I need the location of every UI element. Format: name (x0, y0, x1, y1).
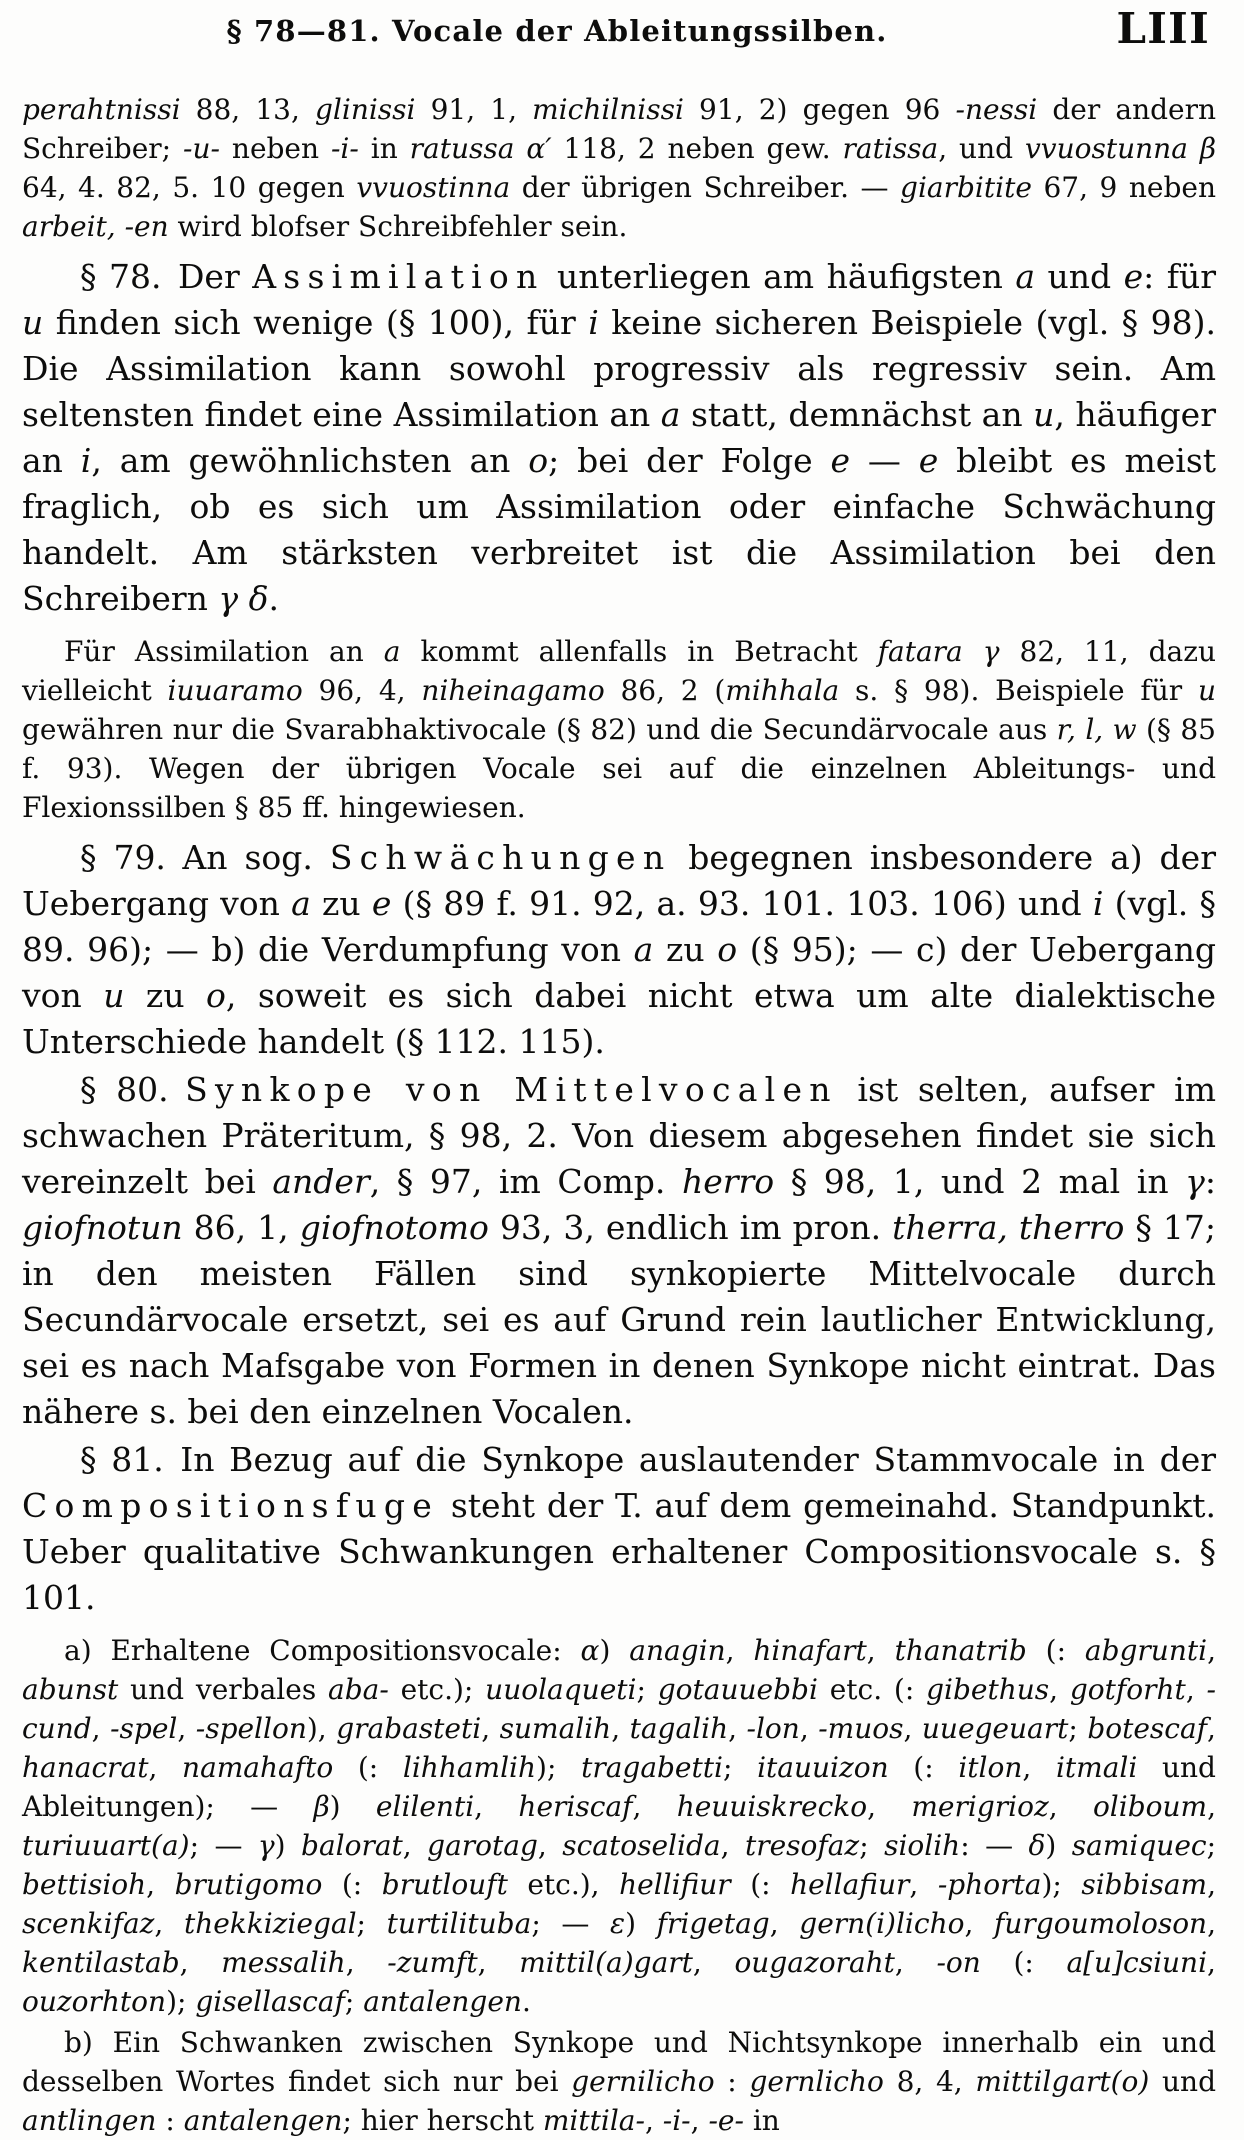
text-run: etc.); (388, 1673, 486, 1706)
text-run: , (866, 1634, 895, 1667)
italic-text-run: garotag (427, 1829, 538, 1862)
text-run: b) Ein Schwanken zwischen Synkope und Nichtsynkope innerhalb ein und desselben Wortes findet sich nur bei (22, 2026, 1216, 2098)
text-run: und (1149, 2065, 1217, 2098)
text-run: , (644, 2104, 663, 2137)
italic-text-run: vvuostinna (356, 171, 511, 204)
italic-text-run: a (633, 930, 654, 969)
italic-text-run: ratussa (409, 132, 515, 165)
italic-text-run: α′ (526, 132, 552, 165)
text-run: unterliegen am häufigsten (544, 257, 1016, 296)
text-run: der andern Schreiber; (22, 93, 1217, 165)
italic-text-run: vvuostunna (1024, 132, 1188, 165)
italic-text-run: siolih (884, 1829, 961, 1862)
text-run: , (345, 1946, 388, 1979)
text-run: , (148, 1751, 183, 1784)
text-run: (§ 85 f. 93). Wegen der übrigen Vocale sei auf die einzelnen Ableitungs- und Flexionssilben § 85 ff. hingewiesen. (22, 713, 1216, 824)
text-run: , (474, 1790, 519, 1823)
italic-text-run: namahafto (182, 1751, 334, 1784)
italic-text-run: abgrunti (1084, 1634, 1208, 1667)
text-run: statt, demnächst an (680, 395, 1034, 434)
italic-text-run: tresofaz (744, 1829, 860, 1862)
text-run: neben (220, 132, 331, 165)
text-run: , am gewöhnlichsten an (91, 441, 529, 480)
italic-text-run: turtilituba (386, 1907, 532, 1940)
italic-text-run: r, l, w (1056, 713, 1137, 746)
italic-text-run: hellifiur (619, 1868, 731, 1901)
text-run: , soweit es sich dabei nicht etwa um alte dialektische Unterschiede handelt (§ 112. 115). (22, 976, 1216, 1061)
text-run: , (477, 1946, 520, 1979)
text-run: , (146, 1868, 175, 1901)
italic-text-run: fatara (877, 635, 963, 668)
text-run: (: (730, 1868, 791, 1901)
text-run: gewähren nur die Svarabhaktivocale (§ 82) und die Secundärvocale aus (22, 713, 1057, 746)
text-run: 91, 1, (415, 93, 533, 126)
italic-text-run: thanatrib (894, 1634, 1027, 1667)
italic-text-run: gotauuebbi (657, 1673, 818, 1706)
italic-text-run: o (206, 976, 226, 1015)
italic-text-run: -on (936, 1946, 981, 1979)
text-run: (: (333, 1751, 403, 1784)
text-run: ; — (531, 1907, 611, 1940)
paragraph (22, 1067, 1216, 1435)
text-run: ); (166, 1985, 196, 2018)
italic-text-run: brutlouft (381, 1868, 508, 1901)
text-run: ; (344, 1985, 364, 2018)
italic-text-run: antalengen (363, 1985, 522, 2018)
italic-text-run: γ (982, 635, 1000, 668)
text-run: bleibt es meist fraglich, ob es sich um Assimilation oder einfache Schwächung handelt. Am stärksten verbreitet ist die Assimilation bei den Schreibern (22, 441, 1217, 618)
text-run: , (154, 1907, 184, 1940)
italic-text-run: giofnotun (22, 1208, 183, 1247)
italic-text-run: iuuaramo (167, 674, 303, 707)
text-run: , (1185, 1673, 1207, 1706)
text-run: (§ 95); — c) der Uebergang von (22, 930, 1217, 1015)
italic-text-run: a (291, 884, 311, 923)
text-run: 64, 4. 82, 5. 10 gegen (22, 171, 357, 204)
text-run: , (402, 1829, 428, 1862)
italic-text-run: balorat (301, 1829, 403, 1862)
italic-text-run: herro (681, 1162, 775, 1201)
italic-text-run: gernilicho (571, 2065, 715, 2098)
text-run: : — (960, 1829, 1029, 1862)
text-run: in (743, 2104, 780, 2137)
text-run: § 79. An sog. (80, 838, 330, 877)
text-run: , (177, 1712, 196, 1745)
italic-text-run: lihhamlih (402, 1751, 537, 1784)
text-run: etc. (: (817, 1673, 927, 1706)
text-run: steht der T. auf dem gemeinahd. Standpunkt. Ueber qualitative Schwankungen erhaltener Compositionsvocale s. § 101. (22, 1486, 1216, 1617)
text-run: , (1207, 1868, 1216, 1901)
italic-text-run: anagin (629, 1634, 726, 1667)
text-run: , (1207, 1907, 1216, 1940)
text-run: , (903, 1712, 922, 1745)
paragraph (22, 254, 1216, 622)
italic-text-run: itauuizon (757, 1751, 889, 1784)
italic-text-run: mihhala (725, 674, 840, 707)
text-run: begegnen insbesondere a) der Uebergang von (22, 838, 1216, 923)
italic-text-run: frigetag (656, 1907, 770, 1940)
italic-text-run: u (22, 303, 44, 342)
text-run: 86, 2 ( (604, 674, 726, 707)
italic-text-run: -u- (183, 132, 220, 165)
italic-text-run: γ (257, 1829, 275, 1862)
text-run: ; — (189, 1829, 258, 1862)
italic-text-run: a (660, 395, 681, 434)
italic-text-run: therra, therro (892, 1208, 1125, 1247)
text-run: ; (636, 1673, 658, 1706)
text-run (1188, 132, 1200, 165)
italic-text-run: e (371, 884, 392, 923)
italic-text-run: messalih (221, 1946, 346, 1979)
text-run: zu (653, 930, 718, 969)
page-number: LIII (1116, 4, 1210, 53)
text-run: 82, 11, dazu vielleicht (22, 635, 1216, 707)
italic-text-run: furgoumoloson (994, 1907, 1208, 1940)
italic-text-run: sumalih (499, 1712, 612, 1745)
italic-text-run: -spellon (195, 1712, 307, 1745)
italic-text-run: antlingen (22, 2104, 157, 2137)
text-run: , (964, 1907, 995, 1940)
italic-text-run: gernlicho (749, 2065, 884, 2098)
italic-text-run: tragabetti (581, 1751, 723, 1784)
italic-text-run: u (1033, 395, 1055, 434)
text-run: ; hier herscht (342, 2104, 543, 2137)
italic-text-run: i (1092, 884, 1104, 923)
text-run: , (611, 1712, 630, 1745)
italic-text-run: ouzorhton (22, 1985, 167, 2018)
italic-text-run: -zumft (387, 1946, 478, 1979)
text-run: , (1022, 1751, 1056, 1784)
text-run: 93, 3, endlich im pron. (488, 1208, 893, 1247)
italic-text-run: ander (272, 1162, 370, 1201)
paragraph (22, 632, 1216, 827)
italic-text-run: a[u]csiuni (1066, 1946, 1208, 1979)
italic-text-run: e (830, 441, 851, 480)
text-run (963, 635, 983, 668)
letterspaced-text-run: Synkope von Mittelvocalen (185, 1070, 838, 1109)
text-run: , und (938, 132, 1025, 165)
text-run: 88, 13, (180, 93, 315, 126)
italic-text-run: uuegeuart (921, 1712, 1069, 1745)
italic-text-run: niheinagamo (421, 674, 605, 707)
paragraph (22, 90, 1216, 246)
text-run: , § 97, im Comp. (369, 1162, 682, 1201)
italic-text-run: turiuuart(a) (22, 1829, 190, 1862)
italic-text-run: -i- (662, 2104, 691, 2137)
italic-text-run: gibethus (926, 1673, 1050, 1706)
italic-text-run: merigrioz (911, 1790, 1049, 1823)
italic-text-run: i (80, 441, 92, 480)
text-run: ); (1041, 1868, 1082, 1901)
text-run: 91, 2) gegen 96 (683, 93, 956, 126)
text-run: § 98, 1, und 2 mal in (774, 1162, 1186, 1201)
text-run: , (1207, 1634, 1216, 1667)
text-run: , (692, 1946, 735, 1979)
letterspaced-text-run: Schwächungen (329, 838, 672, 877)
italic-text-run: -i- (330, 132, 359, 165)
text-run: , (1048, 1790, 1093, 1823)
text-run: ) (599, 1634, 630, 1667)
text-run: § 78. Der (80, 257, 253, 296)
italic-text-run: giarbitite (900, 171, 1032, 204)
italic-text-run: o (717, 930, 738, 969)
text-run: . (268, 579, 279, 618)
italic-text-run: glinissi (314, 93, 416, 126)
text-run: , (894, 1946, 937, 1979)
text-run: 118, 2 neben gew. (551, 132, 843, 165)
letterspaced-text-run: Assimilation (252, 257, 545, 296)
italic-text-run: δ (1028, 1829, 1046, 1862)
paragraph (22, 1631, 1216, 2021)
italic-text-run: -lon (746, 1712, 800, 1745)
text-run: : (156, 2104, 184, 2137)
text-run: ) (329, 1790, 376, 1823)
italic-text-run: hanacrat (22, 1751, 149, 1784)
italic-text-run: botescaf (1087, 1712, 1208, 1745)
text-run: zu (124, 976, 207, 1015)
italic-text-run: uuolaqueti (485, 1673, 637, 1706)
text-run: 8, 4, (883, 2065, 976, 2098)
italic-text-run: oliboum (1092, 1790, 1208, 1823)
italic-text-run: a (383, 635, 401, 668)
italic-text-run: kentilastab (22, 1946, 180, 1979)
text-run: , (1207, 1946, 1216, 1979)
italic-text-run: e (918, 441, 939, 480)
italic-text-run: giofnotomo (299, 1208, 489, 1247)
text-run: ), (306, 1712, 337, 1745)
text-run: . (521, 1985, 531, 2018)
text-run: und (1035, 257, 1124, 296)
italic-text-run: thekkiziegal (183, 1907, 357, 1940)
italic-text-run: -e- (708, 2104, 744, 2137)
text-run: — (850, 441, 919, 480)
text-run: : (1204, 1162, 1216, 1201)
italic-text-run: mittila- (542, 2104, 645, 2137)
text-run: , (728, 1712, 747, 1745)
italic-text-run: gotforht (1069, 1673, 1186, 1706)
italic-text-run: u (1197, 674, 1216, 707)
text-run: § 80. (80, 1070, 186, 1109)
text-run: ) (625, 1907, 657, 1940)
text-run: ; (722, 1751, 758, 1784)
italic-text-run: heriscaf (518, 1790, 633, 1823)
italic-text-run: e (1123, 257, 1144, 296)
text-run: , (1207, 1712, 1216, 1745)
text-run: ; (356, 1907, 387, 1940)
italic-text-run: michilnissi (532, 93, 684, 126)
italic-text-run: -spel (110, 1712, 178, 1745)
text-run: (vgl. § 89. 96); — b) die Verdumpfung von (22, 884, 1216, 969)
italic-text-run: i (588, 303, 599, 342)
text-run: wird blofser Schreibfehler sein. (168, 210, 628, 243)
text-run: zu (310, 884, 372, 923)
italic-text-run: ε (610, 1907, 626, 1940)
italic-text-run: ougazoraht (734, 1946, 895, 1979)
text-run: , (725, 1634, 754, 1667)
text-run: § 17; in den meisten Fällen sind synkopierte Mittelvocale durch Secundärvocale ersetzt, sei es auf Grund rein lautlicher Entwicklung, sei es nach Mafsgabe von Formen in denen Synkope nicht eintrat. Das nähere s. bei den einzelnen Vocalen. (22, 1208, 1217, 1431)
text-run: 67, 9 neben (1031, 171, 1216, 204)
text-run: , (1049, 1673, 1070, 1706)
italic-text-run: antalengen (183, 2104, 343, 2137)
italic-text-run: α (580, 1634, 600, 1667)
text-run: (: (1026, 1634, 1085, 1667)
page-body (22, 90, 1216, 2140)
text-run: , häufiger an (22, 395, 1216, 480)
text-run: ; (1206, 1829, 1217, 1862)
text-run: der übrigen Schreiber. — (510, 171, 901, 204)
italic-text-run: scatoselida (562, 1829, 721, 1862)
text-run: , (769, 1907, 800, 1940)
italic-text-run: mittilgart(o) (975, 2065, 1150, 2098)
italic-text-run: γ δ (218, 579, 269, 618)
italic-text-run: hinafart (753, 1634, 867, 1667)
text-run: (: (980, 1946, 1067, 1979)
italic-text-run: heuuiskrecko (676, 1790, 868, 1823)
page-header (22, 4, 1216, 66)
text-run: , (632, 1790, 677, 1823)
text-run (514, 132, 526, 165)
text-run: 96, 4, (302, 674, 422, 707)
running-title: § 78—81. Vocale der Ableitungssilben. (226, 14, 888, 48)
italic-text-run: brutigomo (174, 1868, 323, 1901)
text-run: ; bei der Folge (548, 441, 831, 480)
text-run: , (91, 1712, 111, 1745)
text-run: Für Assimilation an (64, 635, 384, 668)
text-run: ; (859, 1829, 885, 1862)
italic-text-run: ratissa (842, 132, 939, 165)
text-run: , (1207, 1790, 1216, 1823)
letterspaced-text-run: Compositionsfuge (22, 1486, 440, 1525)
italic-text-run: bettisioh (22, 1868, 147, 1901)
italic-text-run: itlon (958, 1751, 1023, 1784)
text-run: , (481, 1712, 500, 1745)
italic-text-run: hellafiur (790, 1868, 910, 1901)
italic-text-run: elilenti (375, 1790, 475, 1823)
text-run: (: (888, 1751, 959, 1784)
italic-text-run: u (103, 976, 125, 1015)
text-run: ; (1068, 1712, 1088, 1745)
text-run: : für (1143, 257, 1216, 296)
italic-text-run: samiquec (1071, 1829, 1207, 1862)
paragraph (22, 835, 1216, 1065)
text-run: a) Erhaltene Compositionsvocale: (64, 1634, 581, 1667)
text-run: ) (1045, 1829, 1072, 1862)
text-run: finden sich wenige (§ 100), für (43, 303, 589, 342)
italic-text-run: arbeit, -en (22, 210, 169, 243)
italic-text-run: -muos (818, 1712, 904, 1745)
paragraph (22, 2023, 1216, 2140)
italic-text-run: tagalih (629, 1712, 729, 1745)
text-run: § 81. In Bezug auf die Synkope auslautender Stammvocale in der (80, 1440, 1216, 1479)
italic-text-run: sibbisam (1081, 1868, 1208, 1901)
text-run: etc.), (507, 1868, 620, 1901)
text-run: ist selten, aufser im schwachen Präteritum, § 98, 2. Von diesem abgesehen findet sie sich vereinzelt bei (22, 1070, 1216, 1201)
italic-text-run: -phorta (937, 1868, 1042, 1901)
italic-text-run: gisellascaf (195, 1985, 345, 2018)
text-run: und verbales (118, 1673, 329, 1706)
text-run: , (867, 1790, 912, 1823)
text-run: ); (536, 1751, 582, 1784)
text-run: (: (322, 1868, 382, 1901)
text-run: 86, 1, (182, 1208, 300, 1247)
italic-text-run: grabasteti (336, 1712, 482, 1745)
text-run: keine sicheren Beispiele (vgl. § 98). Die Assimilation kann sowohl progressiv als regressiv sein. Am seltensten findet eine Assimilation an (22, 303, 1217, 434)
italic-text-run: aba- (328, 1673, 389, 1706)
italic-text-run: γ (1185, 1162, 1205, 1201)
italic-text-run: a (1015, 257, 1036, 296)
text-run: : (714, 2065, 750, 2098)
text-run: , (909, 1868, 938, 1901)
italic-text-run: o (528, 441, 549, 480)
text-run: und Ableitungen); — (22, 1751, 1216, 1823)
italic-text-run: β (1199, 132, 1217, 165)
italic-text-run: perahtnissi (22, 93, 181, 126)
italic-text-run: abunst (22, 1673, 119, 1706)
italic-text-run: gern(i)licho (799, 1907, 965, 1940)
paragraph (22, 1437, 1216, 1621)
text-run: , (179, 1946, 222, 1979)
text-run: , (799, 1712, 819, 1745)
italic-text-run: -nessi (955, 93, 1038, 126)
text-run: , (690, 2104, 709, 2137)
italic-text-run: scenkifaz (22, 1907, 155, 1940)
text-run: , (537, 1829, 563, 1862)
text-run: s. § 98). Beispiele für (839, 674, 1198, 707)
text-run: ) (274, 1829, 302, 1862)
text-run: kommt allenfalls in Betracht (400, 635, 878, 668)
text-run: , (720, 1829, 745, 1862)
text-run: (§ 89 f. 91. 92, a. 93. 101. 103. 106) und (391, 884, 1093, 923)
italic-text-run: -cund (22, 1673, 1216, 1745)
text-run: in (358, 132, 410, 165)
italic-text-run: β (313, 1790, 330, 1823)
italic-text-run: itmali (1055, 1751, 1138, 1784)
italic-text-run: mittil(a)gart (519, 1946, 693, 1979)
